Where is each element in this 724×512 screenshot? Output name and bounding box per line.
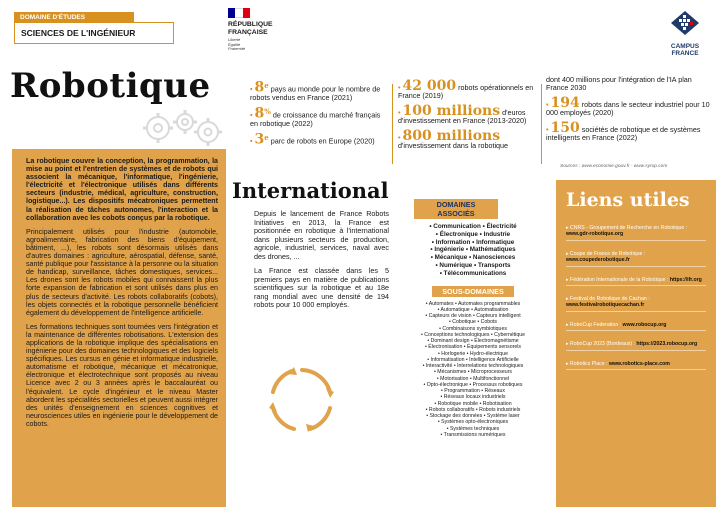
link-item <box>566 277 706 286</box>
link-item <box>566 251 706 267</box>
link-label: ▸ Fédération Internationale de la Robotique : <box>566 276 670 283</box>
sources-note: Sources : www.economie.gouv.fr - www.syrop.com <box>560 164 668 169</box>
sous-domaine-item: • Réseaux locaux industriels <box>440 394 506 401</box>
sous-domaines-list <box>402 301 544 439</box>
domaines-list <box>402 223 544 278</box>
sous-domaine-item: • Dominant design • Électromagnétisme <box>427 338 519 345</box>
sous-domaine-item: • Robotique mobile • Robotisation <box>434 400 512 407</box>
stats-separator <box>392 84 393 164</box>
intro-panel <box>12 149 226 507</box>
links-panel <box>556 180 716 507</box>
sous-domaine-item: • Automatique • Automatisation <box>437 306 509 313</box>
sous-domaine-item: • Combinaisons symbiotiques <box>439 325 507 332</box>
domaine-item: • Mécanique • Nanosciences <box>430 254 516 262</box>
link-item <box>566 225 706 241</box>
stats-column-3 <box>546 76 712 148</box>
sous-domaine-item: • Stockage des données • Système laser <box>426 413 520 420</box>
domaine-item: • Information • Informatique <box>431 238 515 246</box>
rf-title-line: FRANÇAISE <box>228 28 268 36</box>
link-item <box>566 361 706 370</box>
campus-france-mark-icon <box>670 10 700 36</box>
cycle-arrows-icon <box>264 362 340 438</box>
link-url[interactable]: https://ifr.org <box>669 276 702 283</box>
rf-title-line: RÉPUBLIQUE <box>228 21 273 28</box>
domaine-item: • Télécommunications <box>439 269 507 277</box>
intro-paragraph: La robotique couvre la conception, la programmation, la mise au point et l'entretien de systèmes et de robots qui associent la mécanique, l'informatique, l'ingénierie, l'électricité et l'électronique utilisés dans différents secteurs (industrie, médical, agriculture, construction, logistique...). Les dispositifs mécatroniques permettent la réalisation de tâches autonomes, l'interaction et la collaboration avec les cobots conçus par la robotique. <box>26 157 218 222</box>
link-url[interactable]: www.robocup.org <box>622 321 667 328</box>
sous-domaine-item: • Systèmes opto-électroniques <box>437 419 509 426</box>
rf-motto-line: Égalité <box>228 41 241 47</box>
stat-item: • 42 000 robots opérationnels en France (2019) <box>398 78 534 101</box>
sous-domaine-item: • Transmissions numériques <box>440 431 506 438</box>
sous-domaine-item: • Robots collaboratifs • Robots industriels <box>425 406 521 413</box>
sous-domaine-item: • Cobotique • Cobots <box>448 319 498 326</box>
page-title: Robotique <box>10 66 211 106</box>
sous-domaine-item: • Motorisation • Multifonctionnel <box>436 375 510 382</box>
international-text <box>254 210 389 316</box>
link-item <box>566 296 706 312</box>
campus-france-text: FRANCE <box>671 50 699 57</box>
intro-paragraph: Les formations techniques sont tournées vers l'intégration et la maintenance de différentes robotisations. L'extension des applications de la robotique implique des spécialisations en ingénierie pour des domaines technologiques et des logiciels spécifiques. Les cursus en génie et informatique industrielle, automatisme et robotique, mécanique et mécatronique, électronique et électrotechnique sont proposés au niveau Licence avec 2 ou 3 années après le baccalauréat ou l'équivalent. Le cycle d'ingénieur et le niveau Master abordent les spécialités sectorielles et peuvent aussi intégrer des unités d'enseignement en sciences cognitives et neurosciences utiles en ingénierie pour le développement de cobots. <box>26 322 218 428</box>
stat-item: • 150 sociétés de robotique et de systèmes intelligents en France (2022) <box>546 119 701 143</box>
link-label: ▸ Robotics Place : <box>566 360 609 367</box>
stat-item: • 8e pays au monde pour le nombre de robots vendus en France (2021) <box>250 79 381 102</box>
international-title: International <box>232 178 389 203</box>
domaine-item: • Numérique • Transports <box>435 261 511 269</box>
sous-domaine-item: • Électronisation • Équipements sensorels <box>425 344 521 351</box>
domain-name: SCIENCES DE L'INGÉNIEUR <box>14 22 174 44</box>
sous-domaine-item: • Automates • Automates programmables <box>425 300 521 307</box>
campus-france-logo <box>660 10 710 58</box>
stat-item: • 3e parc de robots en Europe (2020) <box>250 131 375 148</box>
link-label: ▸ CNRS - Groupement de Recherche en Robotique : <box>566 225 688 231</box>
stat-item: • 800 millions d'investissement dans la robotique <box>398 127 509 151</box>
link-url[interactable]: www.festivalrobotiquecachan.fr <box>566 302 645 309</box>
gears-icon <box>140 108 225 148</box>
domaines-heading: DOMAINES ASSOCIÉS <box>414 199 498 219</box>
link-label: ▸ RoboCup Federation : <box>566 321 623 328</box>
sous-domaine-item: • Capteurs de vision • Capteurs intelligent <box>425 313 521 320</box>
link-label: ▸ RoboCup 2023 (Bordeaux) : <box>566 341 637 348</box>
flag-icon <box>228 8 250 18</box>
stat-item: • 8% de croissance du marché français en robotique (2022) <box>250 105 381 128</box>
link-item <box>566 322 706 331</box>
domaines-column <box>402 199 544 438</box>
international-paragraph: Depuis le lancement de France Robots Initiatives en 2013, la France est positionnée en robotique à l'international dans plusieurs secteurs de production, agricole, industriel, services, naval avec des drones, ... <box>254 209 389 261</box>
link-item <box>566 341 706 350</box>
sous-domaines-heading: SOUS-DOMAINES <box>432 286 514 297</box>
intro-paragraph: Principalement utilisés pour l'industrie (automobile, agroalimentaire, fabrication des biens d'équipement, bâtiment, ...), les robots sont désormais utilisés dans d'autres domaines : agriculture, aérospatial, défense, santé, santé publique pour l'assistance à la personne ou la situation de handicap, surveillance, tâches domestiques, services... Les drones sont les robots mobiles qui connaissent la plus forte expansion de fabrication et sont utilisés dans plus en plus de secteurs d'activité. Les robots collaboratifs (cobots), les objets connectés et la robotique personnelle bénéficient également du développement de l'intelligence artificielle. <box>26 227 218 317</box>
stats-column-1 <box>250 79 385 152</box>
link-url[interactable]: https://2023.robocup.org <box>636 341 698 348</box>
stats-separator <box>541 84 542 164</box>
domain-tag: DOMAINE D'ÉTUDES <box>14 12 134 23</box>
stats-column-2 <box>398 78 538 156</box>
sous-domaine-item: • Horlogerie • Hydro-électrique <box>438 350 508 357</box>
link-label: ▸ Festival de Robotique de Cachan : <box>566 296 650 303</box>
campus-france-text: CAMPUS <box>670 43 700 50</box>
domaine-item: • Électronique • Industrie <box>435 230 511 238</box>
sous-domaine-item: • Interactivité • Interrelations technologiques <box>422 363 524 370</box>
link-url[interactable]: www.robotics-place.com <box>608 360 670 367</box>
sous-domaine-item: • Opto-électronique • Processus robotiques <box>423 381 523 388</box>
link-url[interactable]: www.gdr-robotique.org <box>566 231 624 238</box>
rf-motto-line: Liberté <box>228 37 241 42</box>
domaine-item: • Ingénierie • Mathématiques <box>430 246 516 254</box>
domaine-item: • Communication • Électricité <box>429 223 517 230</box>
stat-item: • 100 millions d'euros d'investissement en France (2013-2020) <box>398 102 527 126</box>
links-list <box>566 225 706 370</box>
sous-domaine-item: • Mécanismes • Microprocesseurs <box>433 369 512 376</box>
international-paragraph: La France est classée dans les 5 premiers pays en matière de publications scientifiques sur la robotique et au 18e rang mondial avec une densité de 194 robots pour 10 000 employés. <box>254 266 389 309</box>
links-title: Liens utiles <box>566 189 690 211</box>
sous-domaine-item: • Informatisation • Intelligence Artificielle <box>427 356 519 363</box>
sous-domaine-item: • Systèmes techniques <box>446 425 500 432</box>
republique-francaise-logo <box>228 8 298 58</box>
sous-domaine-item: • Programmation • Réseaux <box>441 388 505 395</box>
link-url[interactable]: www.coupederobotique.fr <box>566 257 630 264</box>
link-label: ▸ Coupe de France de Robotique : <box>566 250 646 257</box>
stat-intro: dont 400 millions pour l'intégration de l'IA plan France 2030 <box>546 75 692 93</box>
stat-item: • 194 robots dans le secteur industriel pour 10 000 employés (2020) <box>546 94 710 118</box>
sous-domaine-item: • Conceptions technologiques • Cybernétique <box>421 331 525 338</box>
rf-motto-line: Fraternité <box>228 46 246 51</box>
